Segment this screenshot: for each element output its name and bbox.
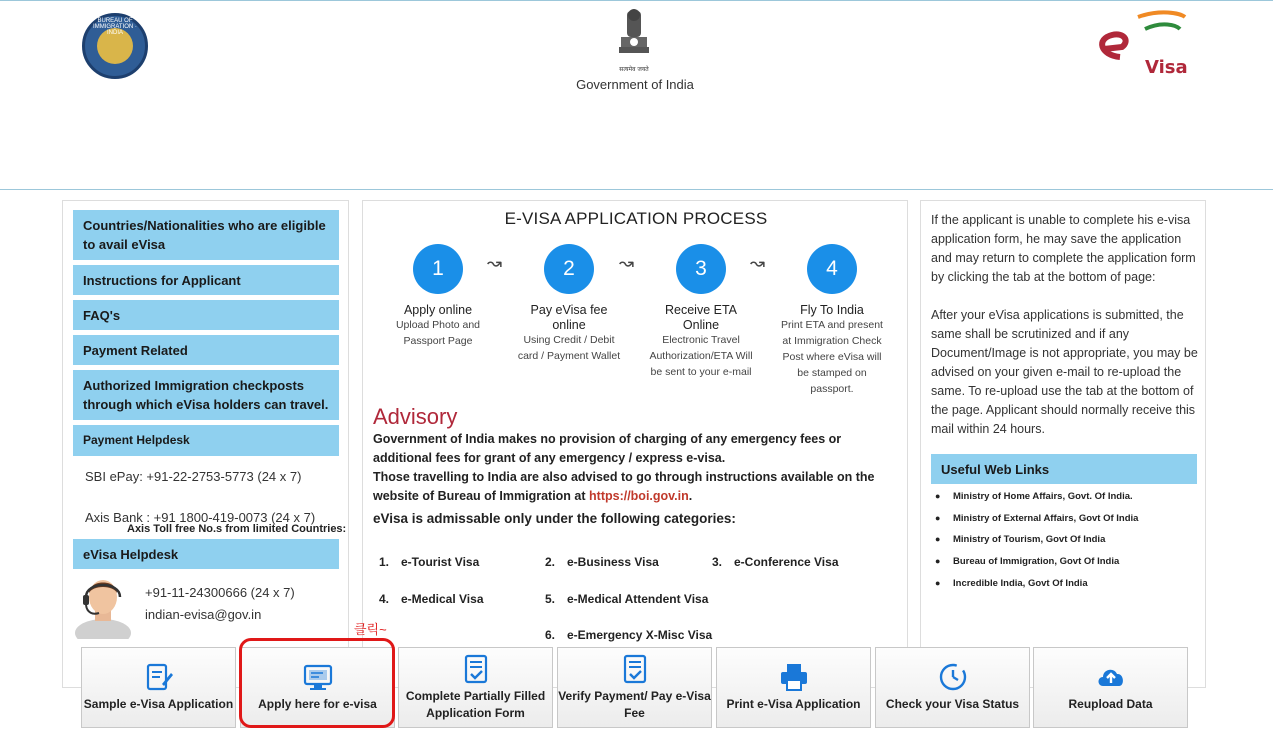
check-visa-status-button[interactable] — [875, 647, 1030, 728]
step-1-desc: Upload Photo and Passport Page — [395, 319, 481, 347]
step-arrow-icon: ↝ — [750, 253, 766, 273]
advisory-end: . — [688, 489, 693, 503]
step-4-circle: 4 — [807, 244, 857, 294]
step-4-desc: Print ETA and present at Immigration Check Post where eVisa will be stamped on passport. — [781, 319, 883, 395]
process-title: E-VISA APPLICATION PROCESS — [504, 209, 768, 228]
complete-partial-form-button[interactable] — [398, 647, 553, 728]
category-item: 5. e-Medical Attendent Visa — [545, 592, 709, 606]
axis-bank-helpline: Axis Bank : +91 1800-419-0073 (24 x 7) — [85, 510, 316, 525]
step-2-title: Pay eVisa fee online — [530, 303, 608, 332]
menu-faqs[interactable]: FAQ's — [73, 300, 339, 330]
print-evisa-button[interactable] — [716, 647, 871, 728]
verify-payment-label: Verify Payment/ Pay e-Visa Fee — [558, 688, 711, 720]
evisa-logo-icon[interactable] — [1090, 7, 1190, 77]
category-item: 1. e-Tourist Visa — [379, 555, 480, 569]
sbi-epay-helpline: SBI ePay: +91-22-2753-5773 (24 x 7) — [85, 469, 302, 484]
info-text — [931, 211, 1199, 439]
useful-link-incredible-india[interactable]: ● Incredible India, Govt Of India — [935, 578, 1088, 589]
useful-link-mha[interactable]: ● Ministry of Home Affairs, Govt. Of India. — [935, 491, 1133, 502]
red-highlight-annotation — [239, 638, 395, 728]
useful-links-header: Useful Web Links — [931, 454, 1197, 484]
menu-eligible-countries[interactable]: Countries/Nationalities who are eligible to avail eVisa — [73, 210, 339, 260]
check-visa-status-label: Check your Visa Status — [885, 697, 1020, 711]
print-evisa-label: Print e-Visa Application — [726, 697, 861, 711]
bullet-icon: ● — [935, 556, 941, 566]
reupload-data-button[interactable] — [1033, 647, 1188, 728]
bullet-icon: ● — [935, 513, 941, 523]
step-arrow-icon: ↝ — [619, 253, 635, 273]
boi-website-link[interactable]: https://boi.gov.in — [589, 489, 689, 503]
bullet-icon: ● — [935, 534, 941, 544]
logo-ring-text: BUREAU OF IMMIGRATION · INDIA — [93, 18, 137, 36]
bullet-icon: ● — [935, 491, 941, 501]
sample-evisa-label: Sample e-Visa Application — [83, 697, 234, 711]
reupload-data-label: Reupload Data — [1068, 697, 1153, 711]
cloud-upload-icon — [1096, 662, 1126, 692]
left-sidebar — [62, 200, 349, 688]
application-process-panel — [362, 200, 908, 688]
advisory-text — [373, 430, 893, 506]
step-1-circle: 1 — [413, 244, 463, 294]
advisory-paragraph-2: Those travelling to India are also advised to go through instructions available on the website of Bureau of Immigration at — [373, 470, 875, 503]
bureau-of-immigration-logo[interactable] — [82, 13, 148, 79]
national-emblem-icon — [613, 5, 655, 75]
click-annotation-text: 클릭~ — [354, 622, 387, 637]
category-item: 2. e-Business Visa — [545, 555, 659, 569]
step-1-title: Apply online — [403, 303, 473, 317]
info-panel — [920, 200, 1206, 688]
step-2-circle: 2 — [544, 244, 594, 294]
step-4-title: Fly To India — [800, 303, 864, 317]
category-item: 6. e-Emergency X-Misc Visa — [545, 628, 713, 642]
evisa-helpdesk-phone: +91-11-24300666 (24 x 7) — [145, 585, 295, 600]
apply-evisa-label: Apply here for e-visa — [258, 697, 377, 711]
site-header — [0, 0, 1273, 190]
categories-heading: eVisa is admissable only under the following categories: — [373, 511, 736, 526]
info-paragraph-2: After your eVisa applications is submitted, the same shall be scrutinized and if any Document/Image is not appropriate, you may be advised on your given e-mail to re-upload the same. To re-upload use the tab at the bottom of the page. Applicant should normally receive this mail within 24 hours. — [931, 308, 1198, 436]
step-3-title: Receive ETA Online — [664, 303, 737, 332]
menu-instructions[interactable]: Instructions for Applicant — [73, 265, 339, 295]
category-item: 4. e-Medical Visa — [379, 592, 484, 606]
menu-payment-related[interactable]: Payment Related — [73, 335, 339, 365]
info-paragraph-1: If the applicant is unable to complete his e-visa application form, he may save the application and may return to complete the application form by clicking the tab at the bottom of page: — [931, 213, 1196, 284]
verify-payment-button[interactable] — [557, 647, 712, 728]
document-edit-icon — [144, 662, 174, 692]
payment-helpdesk-header: Payment Helpdesk — [73, 425, 339, 456]
step-3-desc: Electronic Travel Authorization/ETA Will be sent to your e-mail — [649, 334, 753, 378]
useful-link-tourism[interactable]: ● Ministry of Tourism, Govt Of India — [935, 534, 1106, 545]
emblem-caption: सत्यमेव जयते — [619, 66, 649, 73]
advisory-paragraph-1: Government of India makes no provision of charging of any emergency fees or additional fees for grant of any emergency / express e-visa. — [373, 432, 842, 465]
document-check-icon — [461, 654, 491, 684]
advisory-title: Advisory — [373, 404, 458, 429]
step-arrow-icon: ↝ — [487, 253, 503, 273]
step-3-circle: 3 — [676, 244, 726, 294]
printer-icon — [779, 662, 809, 692]
evisa-helpdesk-email[interactable]: indian-evisa@gov.in — [145, 607, 262, 622]
government-of-india-label: Government of India — [576, 77, 694, 92]
evisa-logo-text: Visa — [1145, 57, 1188, 77]
complete-partial-form-label: Complete Partially Filled Application Form — [405, 688, 546, 720]
clock-icon — [938, 662, 968, 692]
category-item: 3. e-Conference Visa — [712, 555, 839, 569]
useful-link-boi[interactable]: ● Bureau of Immigration, Govt Of India — [935, 556, 1120, 567]
axis-tollfree-note[interactable]: Axis Toll free No.s from limited Countries: — [127, 523, 347, 535]
useful-link-mea[interactable]: ● Ministry of External Affairs, Govt Of India — [935, 513, 1139, 524]
evisa-helpdesk-header: eVisa Helpdesk — [73, 539, 339, 569]
bullet-icon: ● — [935, 578, 941, 588]
step-2-desc: Using Credit / Debit card / Payment Wallet — [517, 334, 621, 362]
sample-evisa-button[interactable] — [81, 647, 236, 728]
support-agent-avatar — [73, 573, 133, 639]
document-verify-icon — [620, 654, 650, 684]
menu-immigration-checkposts[interactable]: Authorized Immigration checkposts through which eVisa holders can travel. — [73, 370, 339, 420]
